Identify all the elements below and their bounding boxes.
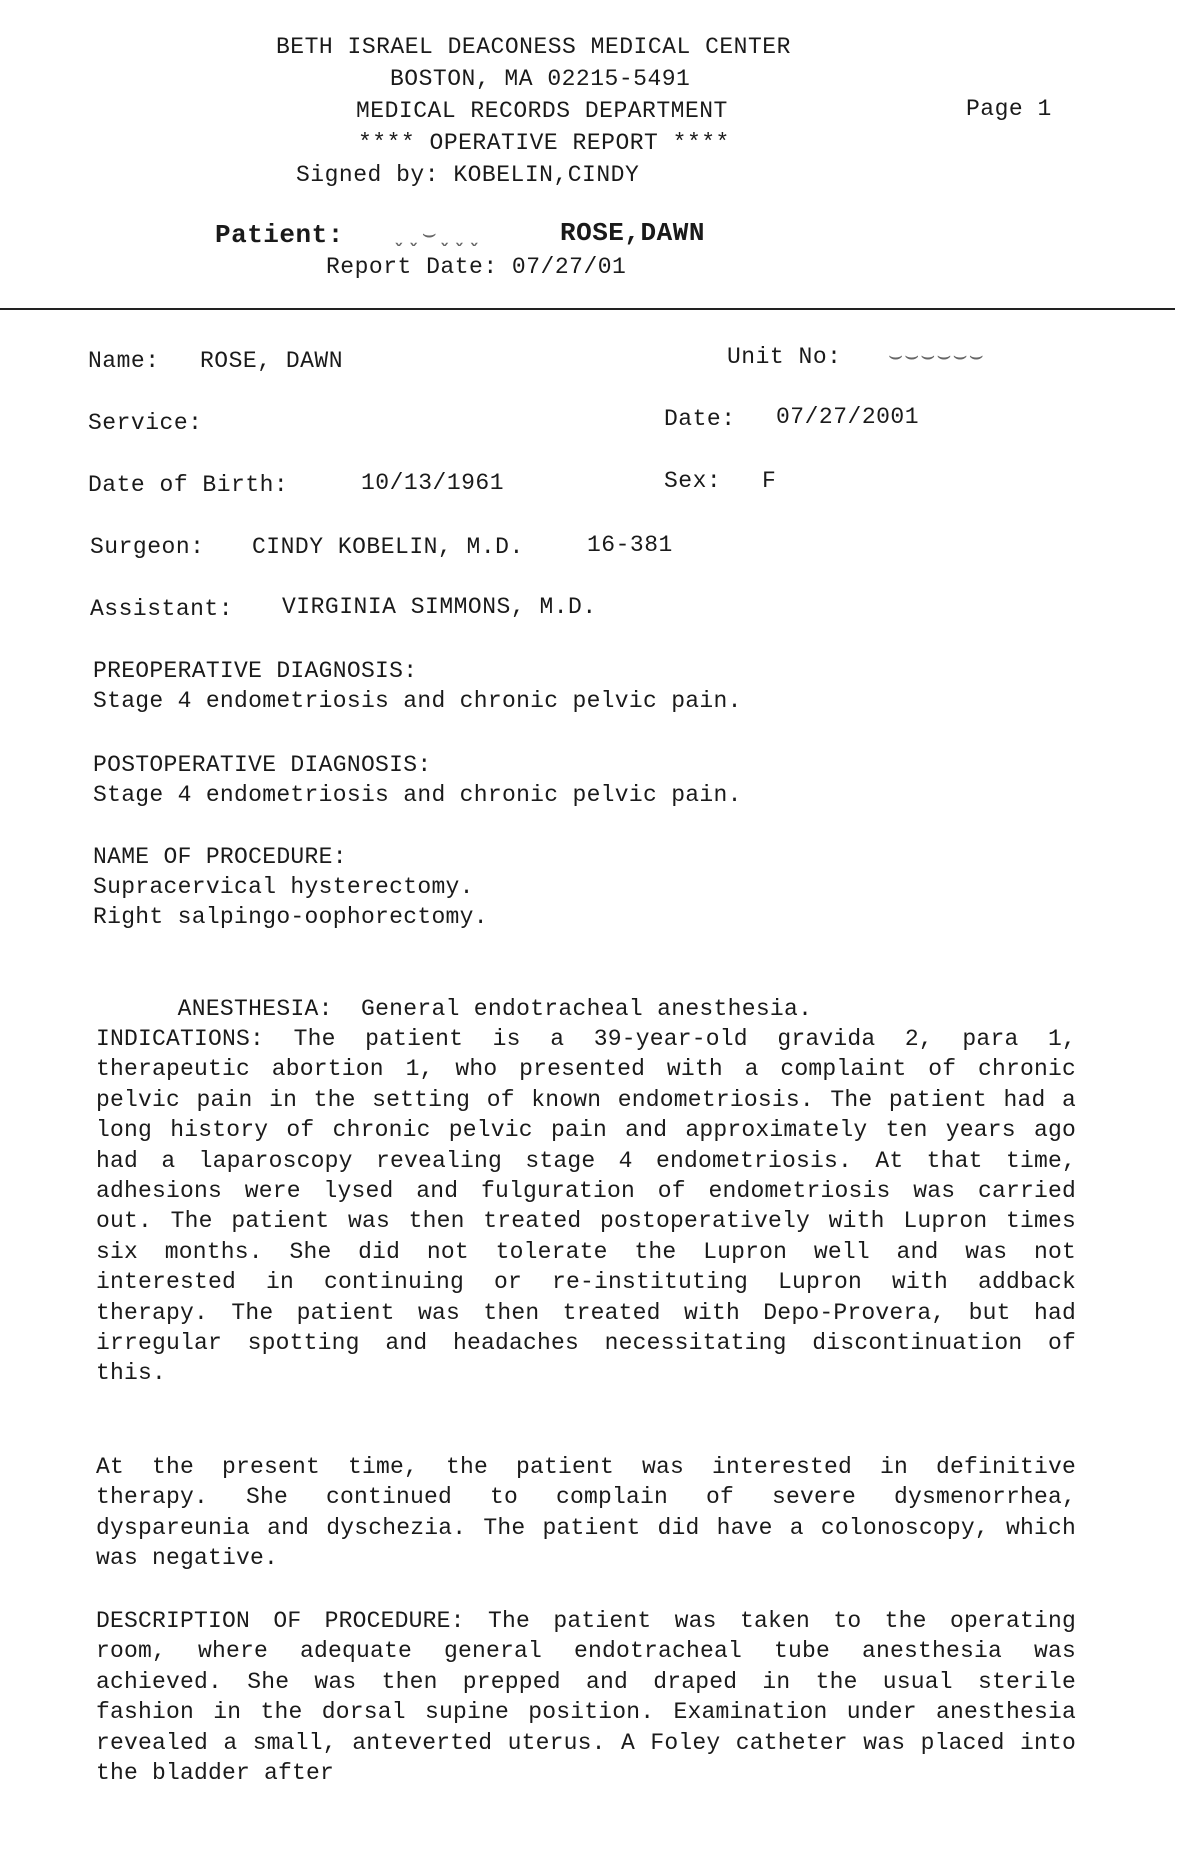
- page-number: Page 1: [966, 96, 1052, 122]
- dob-value: 10/13/1961: [361, 470, 505, 496]
- department-name: MEDICAL RECORDS DEPARTMENT: [356, 98, 728, 124]
- surgeon-label: Surgeon:: [90, 534, 205, 560]
- date-label: Date:: [664, 406, 736, 432]
- description-heading: DESCRIPTION OF PROCEDURE:: [96, 1608, 465, 1634]
- description-paragraph: [96, 1606, 1076, 1788]
- institution-address: BOSTON, MA 02215-5491: [390, 66, 691, 92]
- anesthesia: [93, 964, 1078, 1022]
- surgeon-value: CINDY KOBELIN, M.D.: [252, 534, 524, 560]
- name-label: Name:: [88, 348, 160, 374]
- procedure-heading: NAME OF PROCEDURE:: [93, 844, 347, 870]
- report-type: **** OPERATIVE REPORT ****: [358, 130, 730, 156]
- preop-heading: PREOPERATIVE DIAGNOSIS:: [93, 658, 418, 684]
- surgeon-code: 16-381: [587, 532, 673, 558]
- patient-id-redacted: ˬˬ⌣ˬˬˬ: [392, 222, 483, 248]
- preoperative-diagnosis: [93, 656, 1078, 716]
- present-time-paragraph: [96, 1452, 1076, 1574]
- name-value: ROSE, DAWN: [200, 348, 344, 374]
- sex-value: F: [762, 468, 777, 494]
- indications-heading: INDICATIONS:: [96, 1026, 265, 1052]
- assistant-value: VIRGINIA SIMMONS, M.D.: [282, 594, 597, 620]
- unit-no-label: Unit No:: [727, 344, 842, 370]
- unit-no-redacted: ⌣⌣⌣⌣⌣⌣: [888, 344, 985, 370]
- date-value: 07/27/2001: [776, 404, 920, 430]
- anesthesia-text: General endotracheal anesthesia.: [360, 996, 813, 1022]
- indications-text: The patient is a 39-year-old gravida 2, para 1, therapeutic abortion 1, who presented with a complaint of chronic pelvic pain in the setting of known endometriosis. The patient had a long history of chronic pelvic pain and approximately ten years ago had a laparoscopy revealing stage 4 endometriosis. At that time, adhesions were lysed and fulguration of endometriosis was carried out. The patient was then treated postoperatively with Lupron times six months. She did not tolerate the Lupron well and was not interested in continuing or re-instituting Lupron with addback therapy. The patient was then treated with Depo-Provera, but had irregular spotting and headaches necessitating discontinuation of this.: [96, 1026, 1076, 1387]
- postop-heading: POSTOPERATIVE DIAGNOSIS:: [93, 752, 432, 778]
- description-text: The patient was taken to the operating room, where adequate general endotracheal tube anesthesia was achieved. She was then prepped and draped in the usual sterile fashion in the dorsal supine position. Examination under anesthesia revealed a small, anteverted uterus. A Foley catheter was placed into the bladder after: [96, 1608, 1076, 1787]
- indications-paragraph: [96, 1024, 1076, 1389]
- header-divider: [0, 308, 1175, 310]
- institution-name: BETH ISRAEL DEACONESS MEDICAL CENTER: [276, 34, 791, 60]
- sex-label: Sex:: [664, 468, 722, 494]
- anesthesia-heading: ANESTHESIA:: [177, 996, 333, 1022]
- procedure-item-2: Right salpingo-oophorectomy.: [93, 904, 488, 930]
- patient-name: ROSE,DAWN: [560, 218, 705, 248]
- dob-label: Date of Birth:: [88, 472, 289, 498]
- preop-text: Stage 4 endometriosis and chronic pelvic pain.: [93, 688, 742, 714]
- service-label: Service:: [88, 410, 203, 436]
- name-of-procedure: [93, 842, 1078, 932]
- postoperative-diagnosis: [93, 750, 1078, 810]
- report-date: Report Date: 07/27/01: [326, 254, 627, 280]
- present-time-text: At the present time, the patient was interested in definitive therapy. She continued to complain of severe dysmenorrhea, dyspareunia and dyschezia. The patient did have a colonoscopy, which was negative.: [96, 1454, 1076, 1572]
- patient-label: Patient:: [215, 220, 344, 250]
- assistant-label: Assistant:: [90, 596, 234, 622]
- signed-by: Signed by: KOBELIN,CINDY: [296, 162, 640, 188]
- postop-text: Stage 4 endometriosis and chronic pelvic pain.: [93, 782, 742, 808]
- procedure-item-1: Supracervical hysterectomy.: [93, 874, 474, 900]
